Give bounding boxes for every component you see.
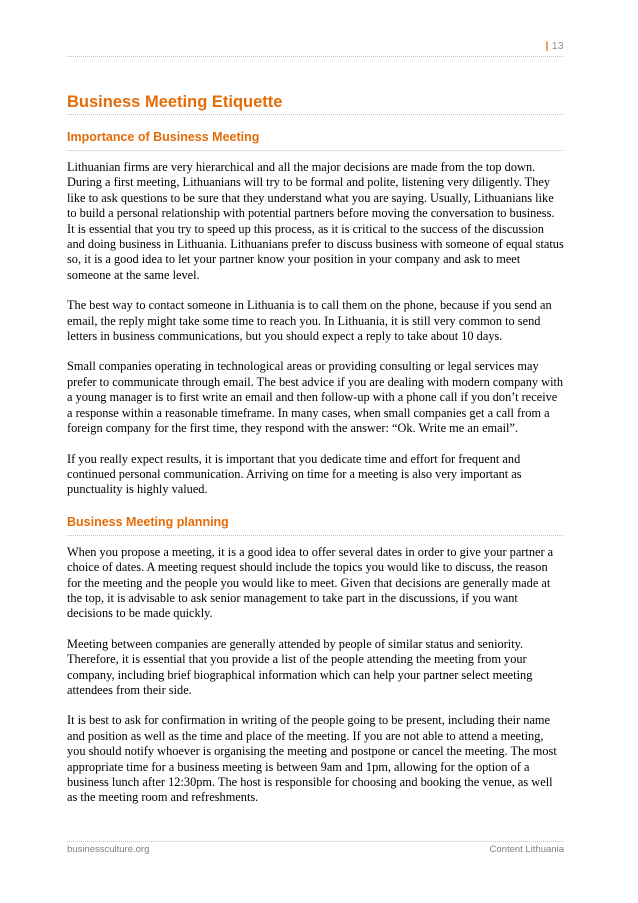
page-title: Business Meeting Etiquette	[67, 91, 564, 115]
header-rule	[67, 56, 564, 57]
paragraph: Lithuanian firms are very hierarchical and all the major decisions are made from the top down. During a first meeting, Lithuanians will try to be formal and polite, listening very diligently. They like to ask questions to be sure that they understand what you are saying. Usually, Lithuanians like to build a personal relationship with potential partners before moving the conversation to business. It is essential that you try to speed up this process, as it is critical to the success of the discussion and doing business in Lithuania. Lithuanians prefer to discuss business with someone of equal status so, it is a good idea to let your partner know your position in your company and ask to meet someone at the same level.	[67, 160, 564, 282]
paragraph: The best way to contact someone in Lithuania is to call them on the phone, because if you send an email, the reply might take some time to reach you. In Lithuania, it is still very common to send letters in business communications, but you should expect a reply to take about 10 days.	[67, 298, 552, 344]
paragraph: It is best to ask for confirmation in writing of the people going to be present, including their name and position as well as the time and place of the meeting. If you are not able to attend a meeting, you should notify whoever is organising the meeting and postpone or cancel the meeting. The most appropriate time for a business meeting is between 9am and 1pm, allowing for the option of a business lunch after 12:30pm. The host is responsible for choosing and booking the venue, as well as the meeting room and refreshments.	[67, 713, 557, 805]
paragraph: When you propose a meeting, it is a good idea to offer several dates in order to give your partner a choice of dates. A meeting request should include the topics you would like to discuss, the reason for the meeting and the people you would like to meet. Given that decisions are generally made at the top, it is advisable to ask senior management to take part in the discussions, if you want decisions to be made quickly.	[67, 544, 554, 621]
page-number	[546, 41, 564, 52]
footer-website: businessculture.org	[67, 844, 150, 855]
paragraph: If you really expect results, it is important that you dedicate time and effort for frequent and continued personal communication. Arriving on time for a meeting is also very important as punctuality is highly valued.	[67, 451, 522, 497]
section-heading-planning: Business Meeting planning	[67, 514, 564, 536]
paragraph: Small companies operating in technological areas or providing consulting or legal services may prefer to communicate through email. The best advice if you are dealing with modern company with a young manager is to first write an email and then follow-up with a phone call if you don’t receive a response within a reasonable timeframe. In many cases, when small companies get a call from a foreign company for the first time, they respond with the answer: “Ok. Write me an email”.	[67, 359, 564, 436]
page-number-value: 13	[551, 41, 564, 52]
page-content	[67, 91, 564, 806]
page-footer	[67, 841, 564, 856]
page-number-bar: |	[545, 41, 549, 52]
footer-section: Content Lithuania	[489, 844, 564, 855]
section-heading-importance: Importance of Business Meeting	[67, 129, 564, 151]
paragraph: Meeting between companies are generally attended by people of similar status and seniority. Therefore, it is essential that you provide a list of the people attending the meeting from your company, including brief biographical information which can help your partner select meeting attendees from their side.	[67, 636, 533, 697]
